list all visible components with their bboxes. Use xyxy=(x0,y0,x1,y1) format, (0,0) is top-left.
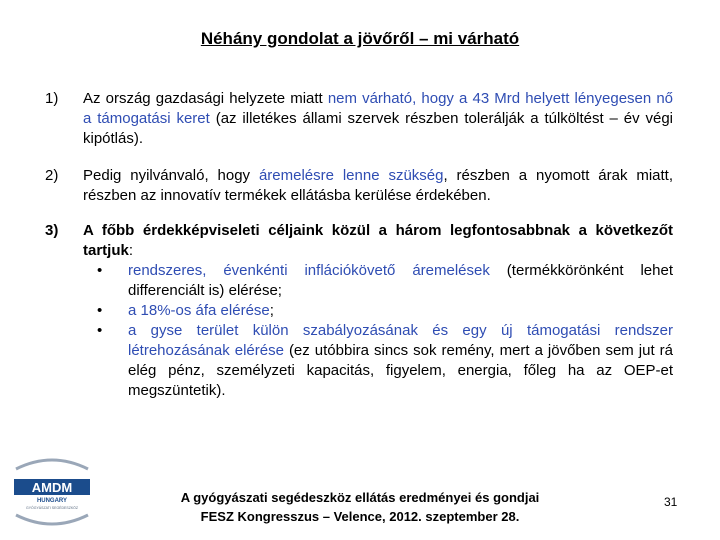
item-text-highlight: nem várható, hogy a 43 Mrd helyett lényegesen nő a támogatási keret xyxy=(83,90,674,127)
logo-sub-text: HUNGARY xyxy=(36,498,68,504)
item-number: 1) xyxy=(45,90,59,107)
bullet-rest: (termékkörönként lehet differenciált is) elérése; xyxy=(128,262,673,299)
footer-line-1: A gyógyászati segédeszköz ellátás eredményei és gondjai xyxy=(180,490,540,505)
slide-title-text: Néhány gondolat a jövőről – mi várható xyxy=(200,29,520,48)
slide-footer xyxy=(160,488,560,526)
item-text-plain: Pedig nyilvánvaló, hogy xyxy=(83,167,259,184)
list-item-1 xyxy=(45,89,673,149)
item-text xyxy=(83,166,673,206)
bullet-item xyxy=(45,261,673,301)
item-lead-colon: : xyxy=(128,242,134,259)
logo-arc-top xyxy=(16,460,88,469)
page-number: 31 xyxy=(664,495,678,509)
logo-main-text: AMDM xyxy=(31,480,73,495)
bullet-rest: (ez utóbbira sincs sok remény, mert a jövőben sem jut rá elég pénz, személyzeti kapacitás, figyelem, energia, főleg ha az OEP-et megszüntetik). xyxy=(128,342,673,399)
bullet-dot: • xyxy=(97,262,103,279)
logo-small-text: GYÓGYÁSZATI SEGÉDESZKÖZ xyxy=(25,506,79,510)
item-number: 2) xyxy=(45,167,59,184)
bullet-highlight: a gyse terület külön szabályozásának és egy új támogatási rendszer létrehozásának elérése xyxy=(128,322,673,359)
slide-title xyxy=(0,29,720,49)
bullet-item xyxy=(45,321,673,401)
bullet-dot: • xyxy=(97,302,103,319)
bullet-list xyxy=(45,261,673,401)
bullet-highlight: a 18%-os áfa elérése xyxy=(128,302,270,319)
logo-arc-bottom xyxy=(16,515,88,524)
item-number: 3) xyxy=(45,222,59,239)
bullet-item xyxy=(45,301,673,321)
item-text-highlight: áremelésre lenne szükség xyxy=(258,167,444,184)
item-text-plain: Az ország gazdasági helyzete miatt xyxy=(83,90,328,107)
bullet-highlight: rendszeres, évenkénti inflációkövető áremelések xyxy=(128,262,490,279)
item-text-plain: (az illetékes állami szervek részben tolerálják a túlköltést – év végi kipótlás). xyxy=(83,110,673,147)
item-lead xyxy=(83,221,673,261)
item-text xyxy=(83,221,673,261)
footer-line-2: FESZ Kongresszus – Velence, 2012. szeptember 28. xyxy=(200,509,520,524)
bullet-dot: • xyxy=(97,322,103,339)
bullet-rest: ; xyxy=(269,302,274,319)
list-item-3 xyxy=(45,221,673,401)
item-text xyxy=(83,89,673,149)
item-text-plain: , részben a nyomott árak miatt, részben az innovatív termékek ellátásba kerülése érdekében. xyxy=(83,167,674,204)
amdm-logo xyxy=(6,457,98,527)
list-item-2 xyxy=(45,166,673,206)
item-lead-text: A főbb érdekképviseleti céljaink közül a három legfontosabbnak a következőt tartjuk xyxy=(83,222,673,259)
